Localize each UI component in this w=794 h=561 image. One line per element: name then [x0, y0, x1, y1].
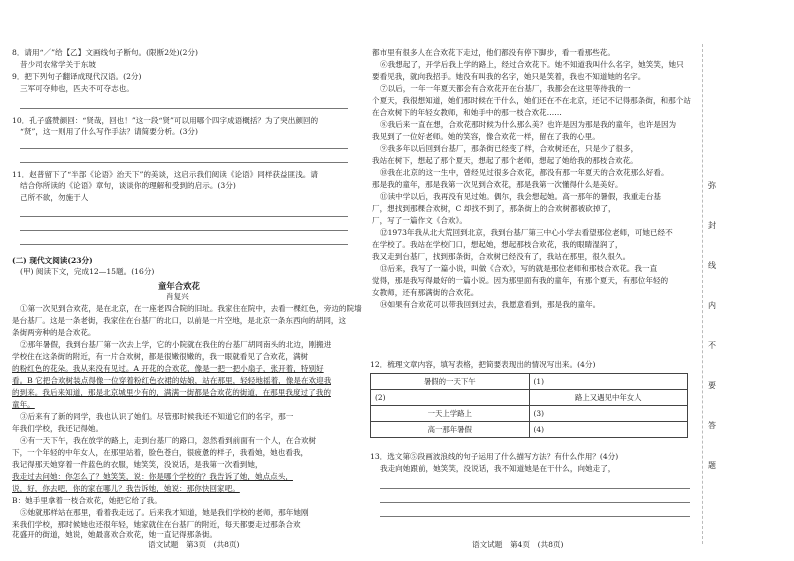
question-13: 13．选文第⑤段画波浪线的句子运用了什么描写方法？有什么作用？(4分): [370, 452, 619, 461]
table-row: [371, 406, 688, 422]
seal-char: 不: [708, 341, 716, 350]
paragraph-line: 要看见我，就向我招手。她没有叫我的名字，她只是笑着，我也不知道她的名字。: [372, 72, 646, 81]
question-12: 12．梳理文章内容，填写表格，把简要表现出的情况写出来。(4分): [370, 360, 596, 369]
question-11-line-2: 结合你所读的《论语》章句，谈谈你的理解和受到的启示。(3分): [20, 181, 236, 190]
paragraph-line: ②那年暑假，我到台基厂第一次去上学，它的小院就在我住的台基厂胡同南头的北边，刚搬进: [20, 340, 332, 349]
section-title: (二) 现代文阅读(23分): [12, 256, 93, 265]
seal-line-sidebar: [702, 44, 719, 544]
table-cell: 高一那年暑假: [371, 422, 530, 438]
paragraph-line: ⑨我多年以后回到台基厂，那条街已经变了样，合欢树还在，只是少了很多，: [380, 144, 639, 153]
paragraph-line: ⑥我想起了，开学后我上学的路上，经过合欢花下。她不知道我叫什么名字，她笑笑，她只: [380, 60, 684, 69]
paragraph-line-underlined: 我走过去问她：你怎么了？她笑笑，说：你是哪个学校的？我告诉了她，她点点头，: [12, 472, 293, 481]
question-13-text: 我走向她跟前，她笑笑，没说话，我不知道她是在干什么，向她走了，: [380, 464, 616, 473]
question-10-line-1: 10．孔子盛赞颜回：“贤哉，回也！”这一段“贤”可以用哪个四字成语概括？为了突出颜回的: [12, 116, 319, 125]
paragraph-line: ⑬后来，我写了一篇小说，叫做《合欢》，写的就是那位老师和那枝合欢花。我一直: [380, 264, 658, 273]
question-11-line-3: 己所不欲，勿施于人: [20, 193, 89, 202]
table-cell: 路上又遇见中年女人: [529, 390, 688, 406]
paragraph-line: ⑤她就那样站在那里，看着我走远了。后来我才知道，她是我们学校的老师，那年她刚: [20, 508, 309, 517]
seal-char: 内: [708, 301, 716, 310]
table-row: [371, 422, 688, 438]
paragraph-line: ①第一次见到合欢花，是在北京，在一座老四合院的旧址。我家住在院中，去看一棵红色，旁边的院墙: [20, 304, 362, 313]
seal-char: 线: [708, 261, 716, 270]
paragraph-line-underlined: 的粉红色的花朵。我从来没有见过。A 开花的合欢花，像是一把一把小扇子，张开着，特别好: [12, 364, 324, 373]
question-8-text: 昔少司农常学关于东坡: [20, 60, 96, 69]
paragraph-line-underlined: 说，好，你去吧，你的家在哪儿？我告诉她，她说：那你快回家吧。: [12, 484, 240, 493]
answer-line: [380, 516, 690, 517]
paragraph-line: 都市里有很多人在合欢花下走过，他们都没有停下脚步，看一看那些花。: [372, 48, 615, 57]
table-cell: 暑假的一天下午: [371, 374, 530, 390]
paragraph-line: ⑩我在北京的这一生中，曾经见过很多合欢花，都没有那一年夏天的合欢花那么好看。: [380, 168, 669, 177]
paragraph-line: 下，一个年轻的中年女人，在那里站着，脸色苍白，很疲惫的样子，我看她，她也看我，: [12, 448, 309, 457]
paragraph-line: 我站在树下，想起了那个夏天，想起了那个老师，想起了她给我的那枝合欢花。: [372, 156, 638, 165]
answer-line: [20, 162, 348, 163]
paragraph-line: 厂，写了一篇作文《合欢》。: [372, 216, 467, 225]
paragraph-line: 那是我的童年，那是我第一次见到合欢花，那是我第一次懂得什么是美好。: [372, 180, 623, 189]
table-cell: 一天上学路上: [371, 406, 530, 422]
paragraph-line: B：她手里拿着一枝合欢花，她把它给了我。: [12, 496, 162, 505]
answer-line: [20, 148, 348, 149]
paragraph-line: 我见到了一位好老师。她的笑容，像合欢花一样，留在了我的心里。: [372, 132, 600, 141]
paragraph-line: 在合欢树下的年轻女教师，和她手中的那一枝合欢花……: [372, 108, 562, 117]
paragraph-line: ⑪读中学以后，我再没有见过她。偶尔，我会想起她。高一那年的暑假，我重走台基: [380, 192, 661, 201]
answer-line: [20, 230, 348, 231]
question-9: 9．把下列句子翻译成现代汉语。(2分): [12, 72, 142, 81]
seal-char: 题: [708, 461, 716, 470]
table-cell[interactable]: (3): [529, 406, 688, 422]
answer-line: [20, 216, 348, 217]
paragraph-line-underlined: 童年。: [12, 400, 35, 409]
paragraph-line: 在学校了。我站在学校门口，想起她，想起那枝合欢花，我的眼睛湿润了，: [372, 240, 623, 249]
page-footer-left: 语文试题 第3页 (共8页): [148, 540, 240, 549]
table-cell[interactable]: (2): [371, 390, 530, 406]
paragraph-line: 条街两旁种的是合欢花。: [12, 328, 96, 337]
table-cell[interactable]: (4): [529, 422, 688, 438]
paragraph-line-underlined: 的到来。我后来知道，那是北京城里少有的，满满一街都是合欢花的街道，在那里我度过了我的: [12, 388, 331, 397]
article-author: 肖复兴: [166, 292, 189, 301]
paragraph-line: ⑦以后，一年一年夏天都会有合欢花开在台基厂，我都会在这里等待我的一: [380, 84, 631, 93]
seal-char: 弥: [708, 181, 716, 190]
seal-char: 要: [708, 381, 716, 390]
table-row: [371, 390, 688, 406]
paragraph-line-underlined: 看。B 它把合欢树装点得像一位穿着粉红色衣裙的姑娘，站在那里，轻轻地摇着，像是在欢迎我: [12, 376, 332, 385]
paragraph-line: 花盛开的街道，她说，她最喜欢合欢花，她一直记得那条街。: [12, 530, 218, 539]
paragraph-line: 我又走到台基厂，找到那条街，合欢树已经没有了，我站在那里，很久很久。: [372, 252, 631, 261]
answer-line: [20, 108, 348, 109]
question-11-line-1: 11．赵普留下了“半部《论语》治天下”的美谈，这启示我们阅读《论语》同样获益匪浅。请: [12, 170, 318, 179]
paragraph-line: 我记得那天她穿着一件蓝色的衣服，她笑笑，没说话，是我第一次看到她，: [12, 460, 263, 469]
paragraph-line: ⑫1973年我从北大荒回到北京，我到台基厂第三中心小学去看望那位老师，可她已经不: [380, 228, 673, 237]
paragraph-line: 觉得，那是我写得最好的一篇小说。因为那里面有我的童年，有那个夏天，有那位年轻的: [372, 276, 669, 285]
paragraph-line: 来我们学校，那时候她也还很年轻，她家就住在台基厂的附近，每天都要走过那条合欢: [12, 520, 301, 529]
question-8: 8．请用“／”给【乙】文画线句子断句。(限断2处)(2分): [12, 48, 198, 57]
answer-line: [380, 488, 690, 489]
paragraph-line: 年我们学校，我还记得她。: [12, 424, 104, 433]
question-12-table: [370, 373, 688, 438]
page-footer-right: 语文试题 第4页 (共8页): [472, 540, 564, 549]
seal-char: 答: [708, 421, 716, 430]
paragraph-line: ⑧我后来一直在想，合欢花那时候为什么那么美？也许是因为那是我的童年，也许是因为: [380, 120, 677, 129]
paragraph-line: 厂，想找到那棵合欢树，C 却找不到了，那条街上的合欢树都被砍掉了，: [372, 204, 616, 213]
paragraph-line: ④有一天下午，我在放学的路上，走到台基厂的路口，忽然看到前面有一个人，在合欢树: [20, 436, 317, 445]
question-9-text: 三军可夺帅也，匹夫不可夺志也。: [20, 84, 134, 93]
section-subtitle: (甲) 阅读下文，完成12—15题。(16分): [20, 267, 155, 276]
table-cell[interactable]: (1): [529, 374, 688, 390]
seal-char: 封: [708, 221, 716, 230]
question-10-line-2: “贤”，这一则用了什么写作手法？请简要分析。(3分): [20, 127, 198, 136]
paragraph-line: 学校住在这条街的附近，有一片合欢树，都是很嫩很嫩的，我一眼就看见了合欢花，满树: [12, 352, 309, 361]
paragraph-line: 个夏天，我很想知道，她们那时候在干什么，她们还在不在北京，还记不记得那条街，和那个站: [372, 96, 691, 105]
paragraph-line: ③后来有了新的同学，我也认识了她们。尽管那时候我还不知道它们的名字，那一: [20, 412, 294, 421]
answer-line: [380, 502, 690, 503]
paragraph-line: 是台基厂。这是一条老街，我家住在台基厂的北口，以前是一片空地，是北京一条东西向的胡同，这: [12, 316, 347, 325]
answer-line: [20, 244, 348, 245]
paragraph-line: ⑭如果有合欢花可以带我回到过去，我愿意看到，那是我的童年。: [380, 300, 601, 309]
table-row: [371, 374, 688, 390]
article-title: 童年合欢花: [158, 281, 200, 291]
paragraph-line: 女教师，还有那满街的合欢花。: [372, 288, 479, 297]
